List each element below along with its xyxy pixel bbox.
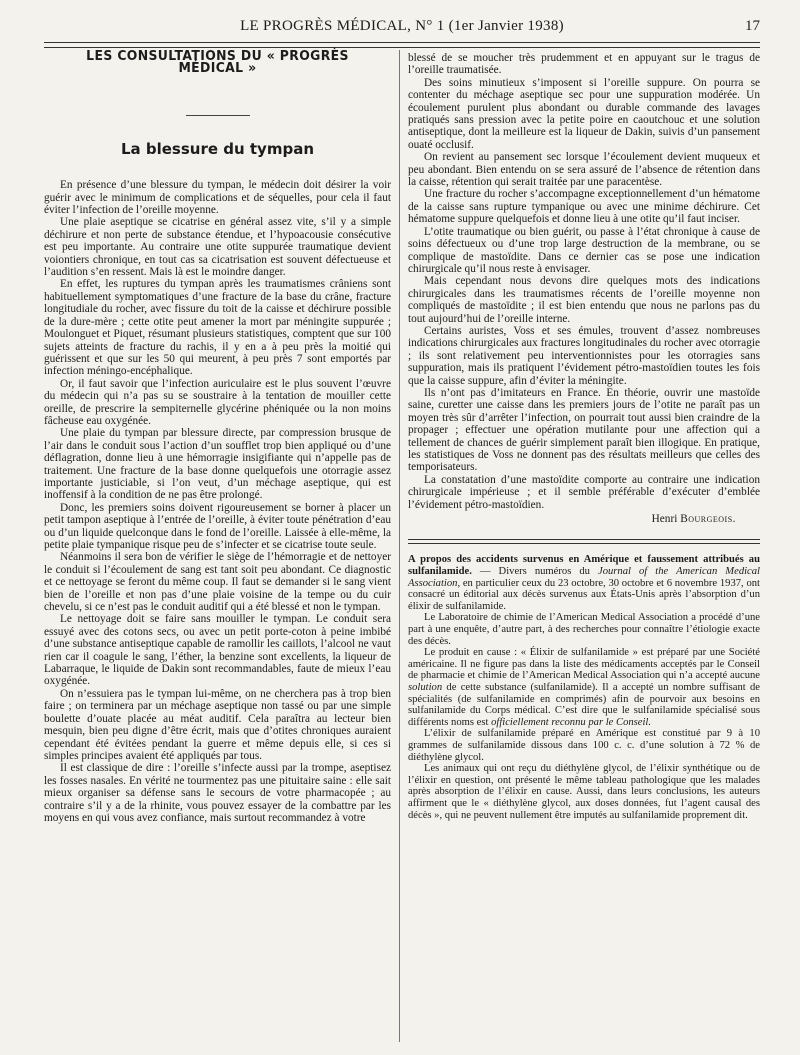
journal-name: Journal of the American Medical Association: [408, 566, 761, 589]
rubric-rule: [186, 115, 250, 116]
paragraph: Il est classique de dire : l’oreille s’infecte aussi par la trompe, aseptisez les fosses nasales. En vérité ne tourmentez pas une pituitaire saine : elle sait mieux organiser sa défense sans le secours de votre pharmacopée ; au contraire s’il y a de la rhinite, vous pouvez essayer de la combattre par les moyens en qui vous avez confiance, mais surtout recommandez à votre: [44, 762, 391, 824]
paragraph: Certains auristes, Voss et ses émules, trouvent d’assez nombreuses indications chirurgicales aux fractures longitudinales du rocher avec otorragie ; ils sont relativement peu interventionnistes pour les otorragies sans suppuration, mais ils pratiquent l’évidement pétro-mastoïdien toutes les fois que la caisse suppure, afin d’éviter la méningite.: [408, 324, 760, 387]
paragraph: Des soins minutieux s’imposent si l’oreille suppure. On pourra se contenter du méchage aseptique sec pour une suppuration modérée. Un écoulement purulent plus abondant ou durable commande des lavages pratiqués sans pression avec la petite poire en caoutchouc et une solution antiseptique, dont la meilleure est la liqueur de Dakin, suivis d’un pansement ouaté occlusif.: [408, 76, 760, 151]
note-paragraph: [408, 647, 760, 728]
running-header: [44, 18, 760, 40]
note-text: , en particulier ceux du 23 octobre, 30 octobre et 6 novembre 1937, ont consacré un éditorial aux décès survenus aux États-Unis après l’absorption d’un élixir de sulfanilamide.: [408, 577, 760, 612]
paragraph: On revient au pansement sec lorsque l’écoulement devient muqueux et peu abondant. Bien entendu on se sera assuré de l’absence de rétention dans la caisse, rétention qui serait traitée par une paracentèse.: [408, 151, 760, 189]
paragraph: En présence d’une blessure du tympan, le médecin doit désirer la voir guérir avec le minimum de complications et de séquelles, pour cela il faut éviter l’infection de l’oreille moyenne.: [44, 179, 391, 217]
note-text: Le produit en cause : « Élixir de sulfanilamide » est préparé par une Société américaine. Il ne figure pas dans la liste des médicaments acceptés par le Conseil de pharmacie et chimie de l’American Medical Association qui n’a accepté aucune: [408, 647, 760, 682]
note-text: de cette substance (sulfanilamide). Il a accepté un nombre suffisant de spécialités (de sulfanilamide en comprimés) afin de pourvoir aux besoins en sulfanilamide du Corps médical. C’est dire que le sulfanilamide spécialisé sous différents noms est: [408, 681, 760, 728]
paragraph: En effet, les ruptures du tympan après les traumatismes crâniens sont habituellement symptomatiques d’une fracture de la base du crâne, fracture longitudiale du rocher, avec fissure du toit de la caisse et déchirure possible de la dure-mère ; cette otite peut amener la mort par méningite suppurée ; Moulonguet et Piquet, résumant plusieurs statistiques, comptent que sur 100 sujets atteints de fracture du rachis, il y en a à peu près la moitié qui guérissent et que sur les 50 qui meurent, à peu près 7 sont emportés par infection méningo-encéphalique.: [44, 278, 391, 378]
paragraph: La constatation d’une mastoïdite comporte au contraire une indication chirurgicale impérieuse ; et il semble préférable d’exécuter d’emblée l’évidement pétro-mastoïdien.: [408, 473, 760, 511]
section-separator: [408, 539, 760, 544]
note-paragraph: [408, 554, 760, 612]
note-paragraph: L’élixir de sulfanilamide préparé en Amérique est constitué par 9 à 10 grammes de sulfanilamide dissous dans 100 c. c. d’une solution à 72 % de diéthylène glycol.: [408, 728, 760, 763]
paragraph: Mais cependant nous devons dire quelques mots des indications chirurgicales dans les traumatismes récents de l’oreille moyenne non compliqués de mastoïdite ; il est bien entendu que nous ne parlons pas du tout aujourd’hui de l’oreille interne.: [408, 275, 760, 325]
note-paragraph: Le Laboratoire de chimie de l’American Medical Association a procédé d’une part à une enquête, d’autre part, à des recherches pour connaître l’étiologie exacte des décès.: [408, 612, 760, 647]
paragraph: Le nettoyage doit se faire sans mouiller le tympan. Le conduit sera essuyé avec des cotons secs, ou avec un petit porte-coton à peine imbibé d’une substance antiseptique capable de ramollir les caillots, l’alcool ne vaut rien car il coagule le sang, l’éther, la benzine sont excellents, la liqueur de Labarraque, le liquide de Dakin sont recommandables, faute de mieux l’eau oxygénée.: [44, 613, 391, 688]
paragraph: Une fracture du rocher s’accompagne exceptionnellement d’un hématome de la caisse sans rupture tympanique ou avec une minime déchirure. Cet hématome suppure quelquefois et donne lieu à une otite qu’il faut inciser.: [408, 188, 760, 226]
news-note: [408, 554, 760, 821]
note-paragraph: Les animaux qui ont reçu du diéthylène glycol, de l’élixir synthétique ou de l’élixir en question, ont présenté le même tableau pathologique que les malades après absorption de l’élixir en cause. Aussi, dans leurs conclusions, les auteurs affirment que le « diéthylène glycol, aux doses données, fut l’agent causal des décès », qui ne peuvent nullement être imputés au sulfanilamide proprement dit.: [408, 763, 760, 821]
page-number: 17: [745, 18, 760, 34]
paragraph: Une plaie aseptique se cicatrise en général assez vite, s’il y a simple déchirure et non perte de substance étendue, et l’hypoacousie consécutive est peu importante. Au contraire une otite suppurée traumatique devient voiontiers chronique, en tout cas sa cicatrisation est souvent défectueuse et l’audition s’en ressent. Mais là est le moindre danger.: [44, 216, 391, 279]
note-headline: A propos des accidents survenus en Amérique et faussement attribués au sulfanilamide.: [408, 554, 760, 578]
column-divider: [399, 50, 400, 1042]
paragraph: Une plaie du tympan par blessure directe, par compression brusque de l’air dans le conduit sous l’action d’un soufflet trop bien appliqué ou d’une déflagration, donne lieu à une hémorragie insigifiante qui n’appelle pas de traitement. Une fracture de la base donne quelquefois une otorragie assez importante justiciable, si l’on veut, d’un méchage aseptique, qui est inoffensif à la condition de ne pas être prolongé.: [44, 427, 391, 502]
paragraph: On n’essuiera pas le tympan lui-même, on ne cherchera pas à trop bien faire ; on terminera par un méchage aseptique non tassé ou par une simple boulette d’ouate placée au méat auditif. Cela paraîtra au lecteur bien mesquin, bien peu digne d’être écrit, mais que d’otites chroniques auraient cependant été évitées pendant la guerre et même depuis elle, si ces si simples principes avaient été appliqués par tous.: [44, 687, 391, 762]
paragraph: Donc, les premiers soins doivent rigoureusement se borner à placer un petit tampon aseptique à l’entrée de l’oreille, à éviter toute pénétration d’eau ou d’un liquide quelconque dans le fond de l’oreille. Laissée à elle-même, la petite plaie tympanique risque peu de s’infecter et se cicatrise toute seule.: [44, 501, 391, 551]
paragraph: Néanmoins il sera bon de vérifier le siège de l’hémorragie et de nettoyer le conduit si l’écoulement de sang est tant soit peu abondant. Ce diagnostic et ce nettoyage se feront du même coup. Il faut se demander si le sang vient bien de l’oreille et non pas d’une plaie voisine de la tempe ou du cuir chevelu, si ce n’est pas le conduit auditif qui a été blessé et non le tympan.: [44, 551, 391, 614]
paragraph: L’otite traumatique ou bien guérit, ou passe à l’état chronique à cause de soins défectueux ou d’une trop large destruction de la membrane, ou se complique de mastoïdite. Dans ce dernier cas se pose une indication chirurgicale qu’il nous reste à envisager.: [408, 225, 760, 275]
left-column: [44, 50, 391, 824]
rubric-heading: LES CONSULTATIONS DU « PROGRÈS MÉDICAL »: [86, 48, 349, 77]
paragraph: blessé de se moucher très prudemment et en appuyant sur le tragus de l’oreille traumatisée.: [408, 52, 760, 77]
paragraph: Or, il faut savoir que l’infection auriculaire est le plus souvent l’œuvre du médecin qui n’a pas su se soustraire à la tentation de mouiller cette oreille, de prescrire la sempiternelle glycérine phéniquée ou la non moins fâcheuse eau oxygénée.: [44, 377, 391, 427]
author-last-name: Bourgeois.: [680, 513, 736, 526]
note-emphasis: officiellement reconnu par le Conseil.: [491, 716, 652, 728]
paragraph: Ils n’ont pas d’imitateurs en France. En théorie, ouvrir une mastoïde saine, curetter une caisse dans les premiers jours de l’otite ne paraît pas un moyen très sûr d’arrêter l’infection, on pourrait tout aussi bien craindre de la propager ; effectuer une opération mutilante pour une affection qui a tellement de chances de guérir simplement paraît bien illogique. En pratique, les statistiques de Voss ne donnent pas des résultats meilleurs que celles des temporisateurs.: [408, 386, 760, 474]
author-signature: [408, 513, 760, 525]
author-first-name: Henri: [651, 513, 678, 526]
article-title: La blessure du tympan: [120, 139, 315, 158]
note-text: — Divers numéros du: [471, 566, 598, 578]
journal-header-title: LE PROGRÈS MÉDICAL, N° 1 (1er Janvier 1938): [240, 18, 564, 34]
right-column: [408, 52, 760, 821]
note-emphasis: solution: [408, 681, 443, 693]
